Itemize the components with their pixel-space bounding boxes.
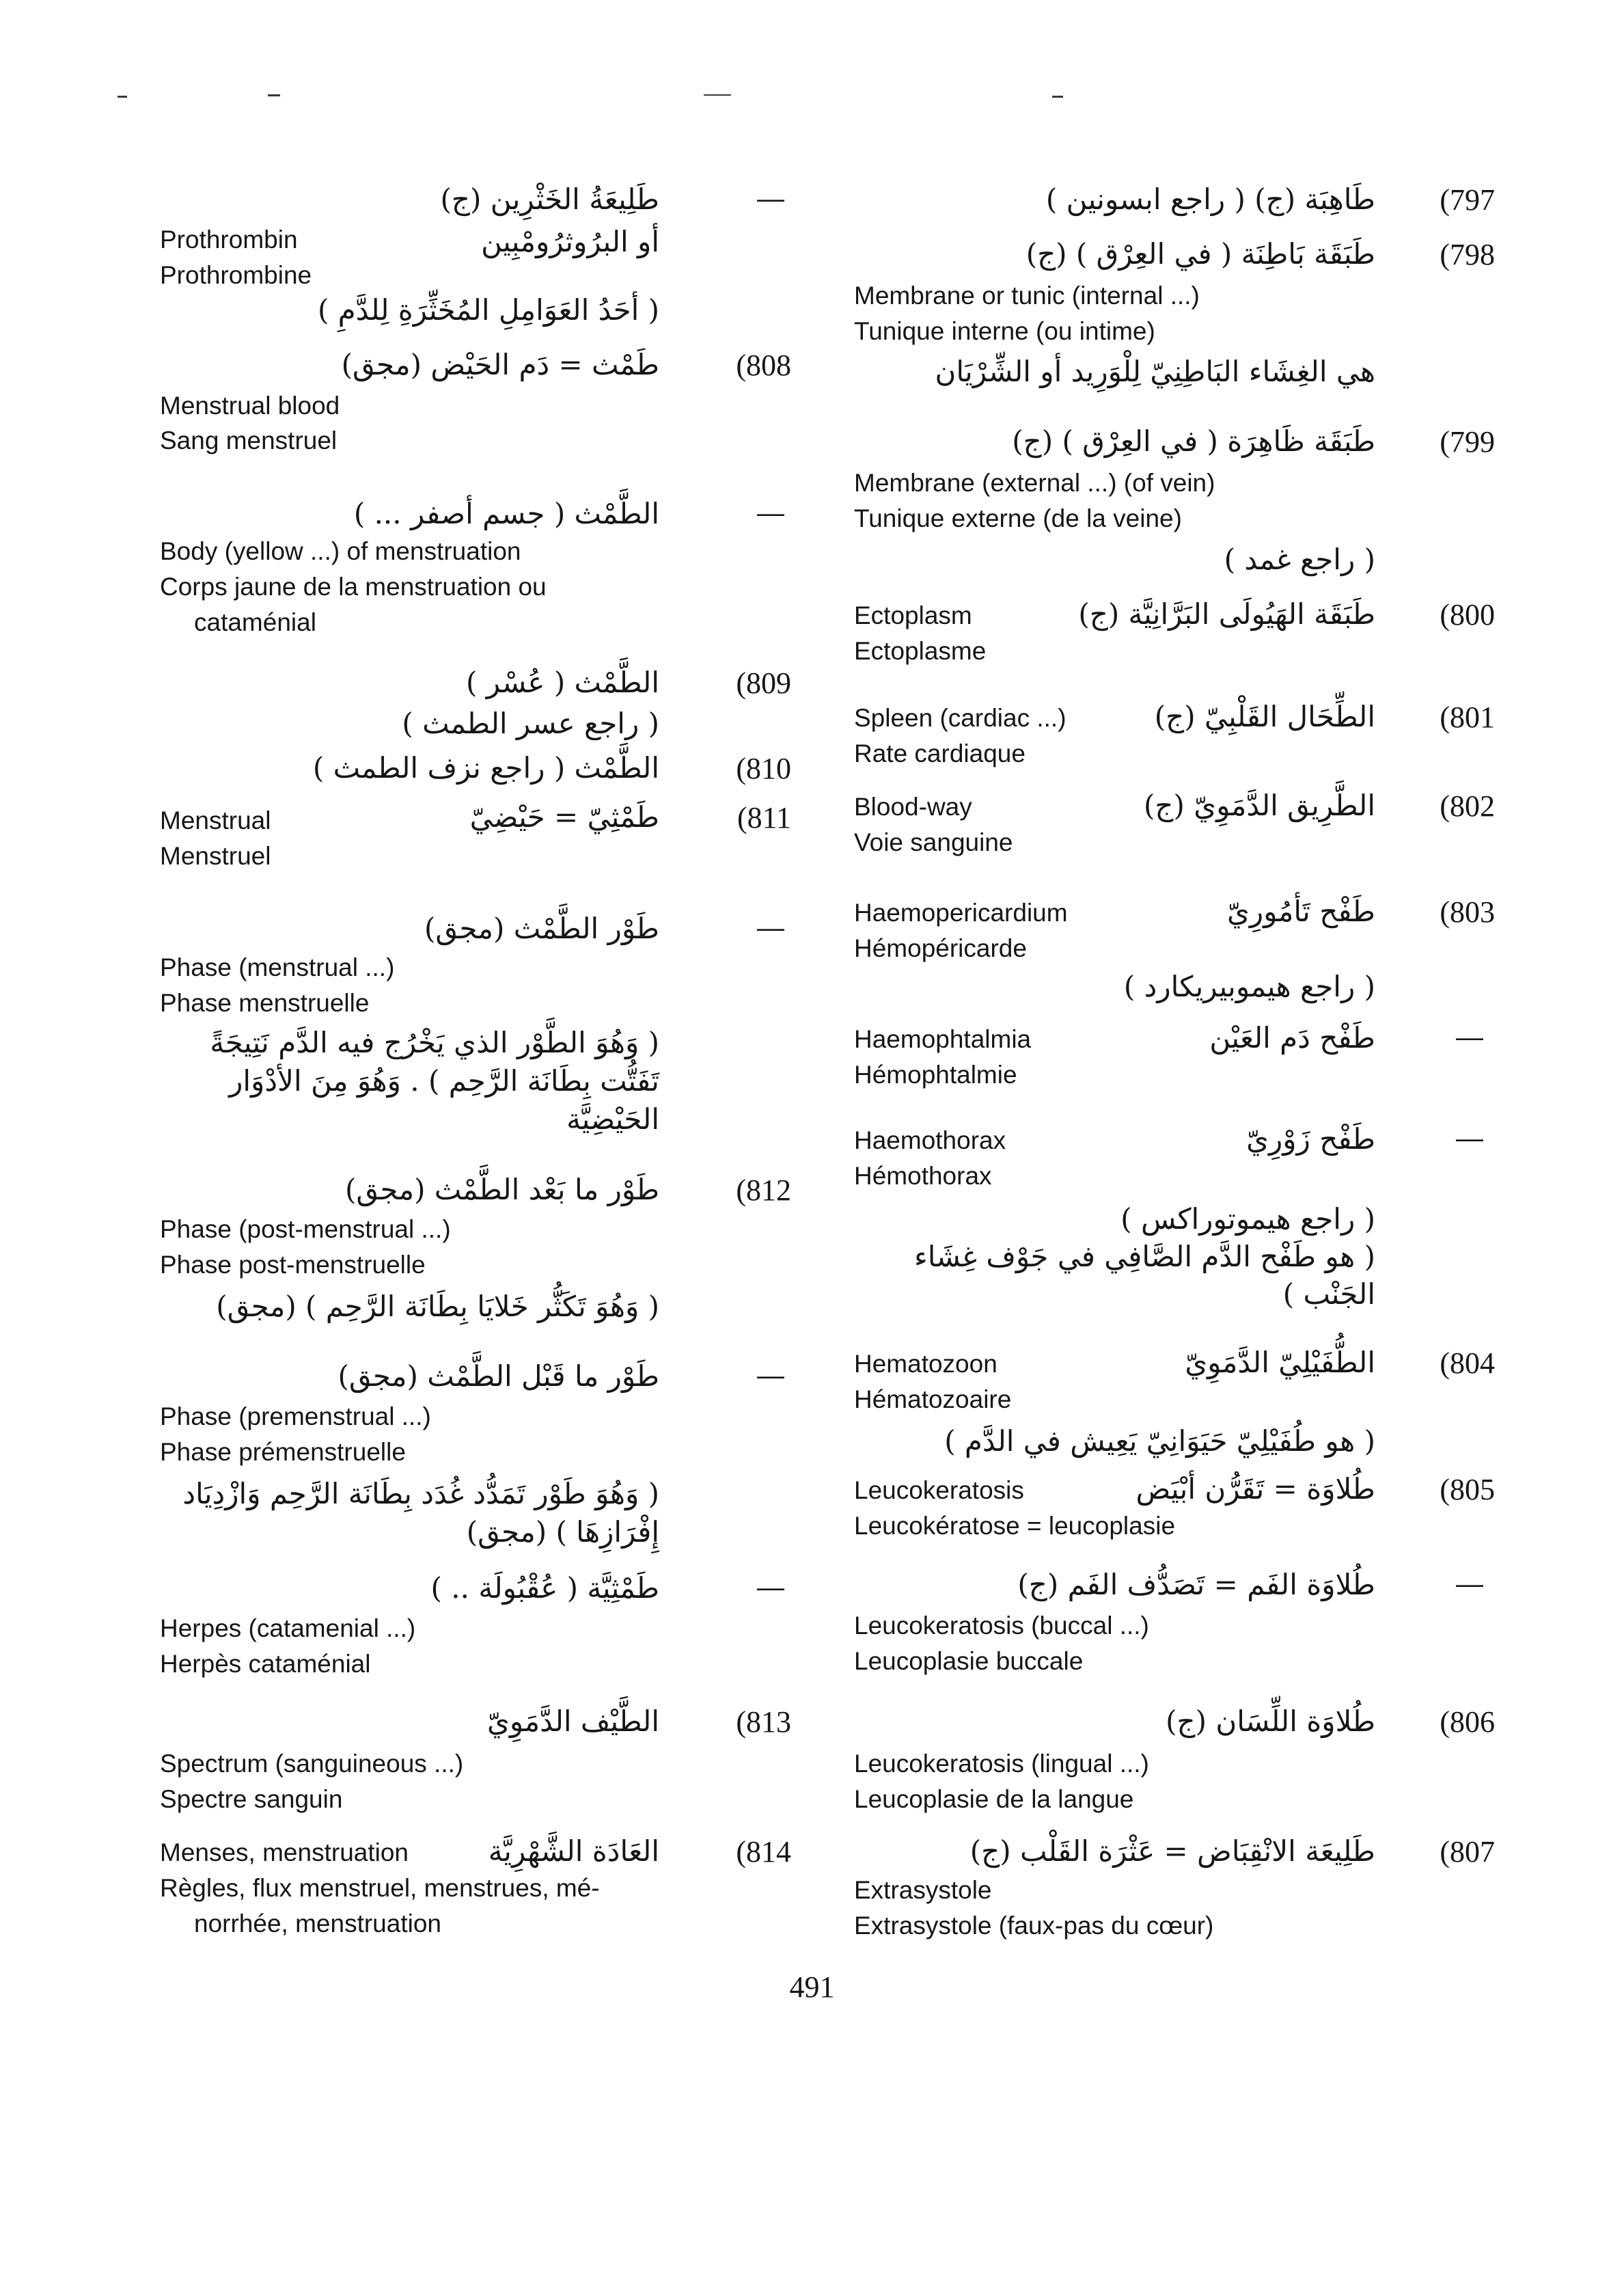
english-french-term: Menstrual blood [160, 392, 340, 420]
english-french-term: cataménial [194, 608, 316, 636]
english-french-term: Herpès cataménial [160, 1650, 371, 1678]
arabic-term: طَلِيعَةُ الخَثْرِين (ج) [440, 182, 659, 216]
entry-number: (798 [1440, 238, 1495, 271]
english-french-term: Phase (premenstrual ...) [160, 1402, 431, 1430]
english-french-term: Extrasystole (faux-pas du cœur) [854, 1912, 1214, 1940]
arabic-term: ( أحَدُ العَوَامِلِ المُخَثِّرَةِ لِلدَّمِ ) [317, 293, 659, 327]
arabic-term: ( راجع هيموبيريكارد ) [1123, 970, 1375, 1003]
entry-number: (803 [1440, 895, 1495, 929]
english-french-term: Blood-way [854, 793, 972, 821]
english-french-term: Membrane (external ...) (of vein) [854, 469, 1215, 497]
arabic-term: الطَّمْث ( راجع نزف الطمث ) [312, 751, 659, 785]
english-french-term: Phase (post-menstrual ...) [160, 1215, 451, 1243]
continuation-dash: — [757, 913, 784, 943]
english-french-term: Leucokeratosis (lingual ...) [854, 1750, 1149, 1778]
arabic-term: طَاهِبَة (ج) ( راجع ابسونين ) [1045, 182, 1375, 216]
arabic-term: طَفْح زَوْرِيّ [1246, 1122, 1375, 1156]
english-french-term: Corps jaune de la menstruation ou [160, 573, 547, 601]
english-french-term: Menstrual [160, 806, 271, 834]
english-french-term: Tunique externe (de la veine) [854, 504, 1182, 532]
english-french-term: Hématozoaire [854, 1385, 1012, 1413]
english-french-term: Phase prémenstruelle [160, 1438, 406, 1466]
entry-number: (812 [736, 1173, 791, 1207]
arabic-term: طَبَقَة الهَيُولَى البَرَّانِيَّة (ج) [1078, 597, 1375, 631]
entry-number: (814 [736, 1835, 791, 1868]
arabic-term: طُلاوَة الفَم = تَصَدُّف الفَم (ج) [1017, 1568, 1375, 1601]
arabic-term: طَمْثِيّ = حَيْضِيّ [469, 800, 659, 834]
entry-number: (802 [1440, 789, 1495, 823]
english-french-term: Herpes (catamenial ...) [160, 1614, 416, 1642]
continuation-dash: — [757, 1573, 784, 1603]
arabic-term: طَفْح دَم العَيْن [1209, 1021, 1375, 1055]
arabic-term: ( وَهُوَ الطَّوْر الذي يَخْرُج فيه الدَّم نَتِيجَةً [210, 1026, 659, 1059]
english-french-term: Phase post-menstruelle [160, 1251, 426, 1279]
arabic-term: إِفْرَازِهَا ) (مجق) [466, 1515, 659, 1549]
arabic-term: الحَيْضِيَّة [566, 1102, 659, 1136]
arabic-term: طَبَقَة بَاطِنَة ( في العِرْق ) (ج) [1026, 237, 1375, 271]
arabic-term: طُلاوَة = تَقَرُّن أبْيَض [1136, 1472, 1375, 1506]
english-french-term: Prothrombin [160, 226, 298, 254]
english-french-term: Haemophtalmia [854, 1025, 1032, 1053]
english-french-term: Sang menstruel [160, 426, 338, 454]
arabic-term: طَمْثِيَّة ( عُقْبُولَة .. ) [430, 1571, 659, 1605]
arabic-term: الطَّيْف الدَّمَوِيّ [487, 1704, 659, 1738]
english-french-term: Haemopericardium [854, 899, 1068, 927]
arabic-term: طَفْح تَأمُورِيّ [1227, 895, 1375, 928]
arabic-term: ( وَهُوَ طَوْر تَمَدُّد غُدَد بِطَانَة الرَّحِم وَازْدِيَاد [182, 1477, 659, 1510]
english-french-term: Leucokeratosis [854, 1476, 1024, 1504]
entry-number: (804 [1440, 1346, 1495, 1380]
english-french-term: Hémophtalmie [854, 1061, 1017, 1089]
arabic-term: ( راجع عسر الطمث ) [402, 707, 659, 740]
english-french-term: Extrasystole [854, 1876, 992, 1904]
arabic-term: طُلاوَة اللِّسَان (ج) [1166, 1704, 1375, 1738]
english-french-term: Rate cardiaque [854, 739, 1026, 767]
english-french-term: Phase menstruelle [160, 989, 370, 1017]
continuation-dash: — [757, 498, 784, 528]
arabic-term: طَمْث = دَم الحَيْض (مجق) [341, 348, 659, 381]
entry-number: (813 [736, 1705, 791, 1739]
english-french-term: Ectoplasm [854, 601, 972, 629]
arabic-term: الجَنْب ) [1282, 1277, 1375, 1311]
arabic-term: أو البرُوثرُومْبِين [481, 225, 659, 258]
english-french-term: Menstruel [160, 842, 271, 870]
english-french-term: Membrane or tunic (internal ...) [854, 282, 1200, 310]
english-french-term: Hémothorax [854, 1162, 992, 1190]
english-french-term: Leucoplasie buccale [854, 1647, 1084, 1675]
scan-speck [1052, 96, 1063, 98]
english-french-term: Tunique interne (ou intime) [854, 317, 1155, 345]
arabic-term: الطَّمْث ( جسم أصفر ... ) [353, 497, 659, 530]
entry-number: (799 [1440, 425, 1495, 459]
english-french-term: Body (yellow ...) of menstruation [160, 537, 521, 565]
entry-number: (809 [736, 666, 791, 700]
page-number: 491 [789, 1970, 835, 2004]
scan-speck [268, 94, 280, 96]
arabic-term: تَفَتُّت بِطَانَة الرَّحِم ) . وَهُوَ مِنَ الأدْوَار [229, 1064, 659, 1098]
english-french-term: Règles, flux menstruel, menstrues, mé- [160, 1874, 600, 1902]
entry-number: (810 [736, 752, 791, 785]
entry-number: (808 [736, 349, 791, 382]
entry-number: (797 [1440, 183, 1495, 217]
english-french-term: Prothrombine [160, 261, 312, 289]
english-french-term: Voie sanguine [854, 828, 1013, 856]
continuation-dash: — [757, 184, 784, 214]
arabic-term: طَلِيعَة الانْقِبَاض = عَثْرَة القَلْب (ج) [969, 1834, 1375, 1868]
english-french-term: Leucokeratosis (buccal ...) [854, 1612, 1149, 1640]
arabic-term: الطَّرِيق الدَّمَوِيّ (ج) [1144, 789, 1375, 822]
continuation-dash: — [757, 1361, 784, 1391]
arabic-term: ( راجع هيموتوراكس ) [1120, 1202, 1375, 1236]
english-french-term: Menses, menstruation [160, 1838, 409, 1866]
continuation-dash: — [1456, 1022, 1483, 1052]
arabic-term: طَوْر ما قَبْل الطَّمْث (مجق) [338, 1359, 659, 1393]
english-french-term: Spleen (cardiac ...) [854, 704, 1066, 732]
entry-number: (811 [737, 801, 791, 834]
english-french-term: Leucoplasie de la langue [854, 1785, 1134, 1813]
entry-number: (805 [1440, 1473, 1495, 1506]
arabic-term: العَادَة الشَّهْرِيَّة [488, 1834, 659, 1868]
english-french-term: Haemothorax [854, 1126, 1006, 1154]
english-french-term: Spectrum (sanguineous ...) [160, 1750, 464, 1778]
english-french-term: Spectre sanguin [160, 1785, 343, 1813]
arabic-term: الطِّحَال القَلْبِيّ (ج) [1154, 700, 1375, 733]
arabic-term: طَبَقَة ظَاهِرَة ( في العِرْق ) (ج) [1012, 424, 1375, 458]
english-french-term: Hematozoon [854, 1350, 997, 1378]
entry-number: (800 [1440, 598, 1495, 631]
arabic-term: ( هو طَفْح الدَّم الصَّافِي في جَوْف غِشَاء [913, 1240, 1375, 1273]
scan-speck [704, 94, 731, 96]
english-french-term: Phase (menstrual ...) [160, 953, 395, 981]
entry-number: (807 [1440, 1835, 1495, 1868]
arabic-term: ( وَهُوَ تَكَثُّر خَلايَا بِطَانَة الرَّحِم ) (مجق) [216, 1290, 659, 1323]
arabic-term: هي الغِشَاء البَاطِنِيّ لِلْوَرِيد أو الشِّرْيَان [935, 355, 1375, 388]
english-french-term: Hémopéricarde [854, 934, 1027, 962]
scan-speck [118, 96, 127, 98]
entry-number: (801 [1440, 701, 1495, 734]
arabic-term: الطُّفَيْلِيّ الدَّمَوِيّ [1185, 1346, 1375, 1379]
arabic-term: ( راجع غمد ) [1224, 543, 1375, 576]
english-french-term: Ectoplasme [854, 637, 987, 665]
continuation-dash: — [1456, 1569, 1483, 1599]
continuation-dash: — [1456, 1124, 1483, 1154]
arabic-term: الطَّمْث ( عُسْر ) [466, 666, 659, 699]
english-french-term: norrhée, menstruation [194, 1909, 441, 1938]
arabic-term: طَوْر ما بَعْد الطَّمْث (مجق) [345, 1173, 659, 1206]
arabic-term: ( هو طُفَيْلِيّ حَيَوَانِيّ يَعِيش في الدَّم ) [944, 1424, 1375, 1458]
entry-number: (806 [1440, 1705, 1495, 1739]
english-french-term: Leucokératose = leucoplasie [854, 1512, 1176, 1540]
arabic-term: طَوْر الطَّمْث (مجق) [424, 912, 659, 945]
